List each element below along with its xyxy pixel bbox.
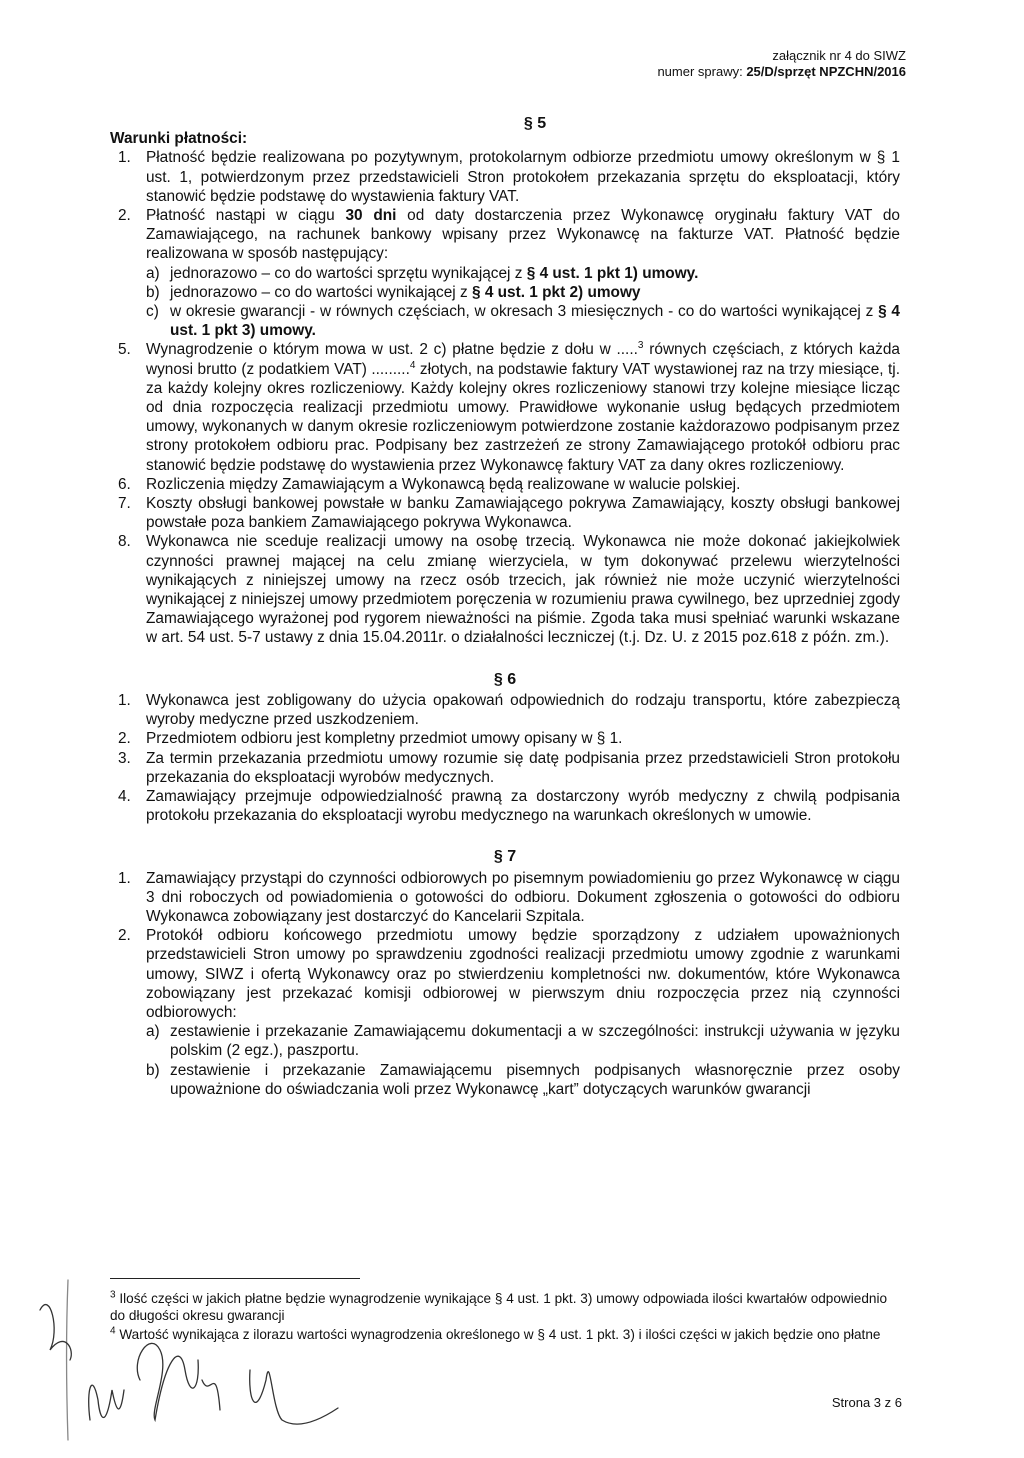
item-number: 7. [118,495,131,513]
item-text-bold: § 4 ust. 1 pkt 2) umowy [471,283,641,301]
s7-item-1 [110,869,900,927]
footnote-number: 4 [110,1325,116,1337]
handwritten-signatures [20,1270,340,1445]
s7-item-2 [110,926,900,1022]
s7-item-2b [146,1061,900,1099]
footnote-ref-4[interactable]: 4 [409,359,416,371]
item-text: Wykonawca jest zobligowany do użycia opakowań odpowiednich do rodzaju transportu, które zabezpieczą wyroby medyczne przed uszkodzeniem. [146,691,900,729]
item-letter: b) [146,283,160,301]
item-text: Wykonawca nie sceduje realizacji umowy na osobę trzecią. Wykonawca nie może dokonać jakiejkolwiek czynności prawnej mającej na celu zmianę wierzyciela, w tym dokonywać przelewu wierzytelności wynikających z niniejszej umowy na rzecz osób trzecich, jak również nie może uczynić wierzytelności wynikającej z niniejszej umowy przedmiotem poręczenia w rozumieniu prawa cywilnego, bez uprzedniej zgody Zamawiającego wyrażonej pod rygorem nieważności na piśmie. Zgoda taka musi spełniać warunki wskazane w art. 54 ust. 5-7 ustawy z dnia 15.04.2011r. o działalności leczniczej (t.j. Dz. U. z 2015 poz.618 z późn. zm.). [146,533,900,647]
item-text: złotych, na podstawie faktury VAT wystawionej raz na trzy miesiące, tj. za każdy kolejny okres rozliczeniowy. Każdy kolejny okres rozliczeniowy stanowi trzy kolejne miesiące licząc od dnia rozpoczęcia realizacji przedmiotu umowy. Prawidłowe wykonanie usług będących przedmiotem umowy, wykonanych w danym okresie rozliczeniowym potwierdzone zostanie każdorazowo podpisanym przez strony protokołem odbioru prac. Podpisany bez zastrzeżeń ze strony Zamawiającego protokół odbioru prac stanowić będzie podstawę do wystawienia przez Wykonawcę faktury VAT za dany okres rozliczeniowy. [146,360,900,474]
footnote-ref-3[interactable]: 3 [637,340,644,352]
page-number: Strona 3 z 6 [831,1395,902,1410]
item-text: zestawienie i przekazanie Zamawiającemu dokumentacji a w szczególności: instrukcji używania w języku polskim (2 egz.), paszportu. [170,1023,900,1060]
case-number [657,64,906,80]
item-text-bold: § 4 ust. 1 pkt 3) umowy. [170,303,900,340]
s5-item-7 [110,494,900,532]
item-text: zestawienie i przekazanie Zamawiającemu pisemnych podpisanych własnoręcznie przez osoby upoważnione do oświadczania woli przez Wykonawcę „kart” dotyczących warunków gwarancji [170,1061,900,1098]
signature-stroke [250,1370,338,1424]
item-number: 2. [118,207,131,225]
s5-item-2a [110,264,900,283]
document-header [657,48,906,80]
item-text: Przedmiotem odbioru jest kompletny przedmiot umowy opisany w § 1. [146,730,623,748]
document-body [110,115,900,1099]
item-text: Koszty obsługi bankowej powstałe w banku Zamawiającego pokrywa Zamawiający, koszty obsługi bankowej powstałe poza bankiem Zamawiającego pokrywa Wykonawca. [146,495,900,532]
section-5-title: § 5 [523,115,547,132]
item-number: 2. [118,927,131,945]
item-letter: c) [146,303,159,321]
item-text: Zamawiający przystąpi do czynności odbiorowych po pisemnym powiadomieniu go przez Wykonawcę w ciągu 3 dni roboczych od powiadomienia o gotowości do odbioru. Dokument zgłoszenia o gotowości do odbioru Wykonawca zobowiązany jest dostarczyć do Kancelarii Szpitala. [146,869,900,925]
s6-item-4 [110,787,900,825]
item-letter: a) [146,264,160,282]
item-text: Zamawiający przejmuje odpowiedzialność prawną za dostarczony wyrób medyczny z chwilą podpisania protokołu przekazania do eksploatacji wyrobu medycznego na warunkach określonych w umowie. [146,787,900,825]
s5-item-5 [110,340,900,474]
item-text: Płatność nastąpi w ciągu [146,207,346,225]
item-letter: b) [146,1061,160,1079]
item-text: Rozliczenia między Zamawiającym a Wykonawcą będą realizowane w walucie polskiej. [146,475,741,493]
item-text: Protokół odbioru końcowego przedmiotu umowy będzie sporządzony z udziałem upoważnionych przedstawicieli Stron umowy po sprawdzeniu zgodności realizacji przedmiotu umowy zgodnie z warunkami umowy, SIWZ i ofertą Wykonawcy oraz po stwierdzeniu kompletności nw. dokumentów, które Wykonawca zobowiązany jest przekazać komisji odbiorowej w pierwszym dniu rozpoczęcia przez nią czynności odbiorowych: [146,927,900,1021]
item-text: w okresie gwarancji - w równych częściach, w okresach 3 miesięcznych - co do wartości wynikającej z [170,303,879,321]
item-letter: a) [146,1023,160,1041]
item-text: Za termin przekazania przedmiotu umowy rozumie się datę podpisania przez przedstawicieli Stron protokołu przekazania do eksploatacji wyrobów medycznych. [146,749,900,786]
footnote-number: 3 [110,1289,116,1301]
signature-stroke [202,1380,220,1410]
item-text: Płatność będzie realizowana po pozytywnym, protokolarnym odbiorze przedmiotu umowy określonym w § 1 ust. 1, potwierdzonym przez przedstawicieli Stron protokołem przekazania sprzętu do eksploatacji, który stanowić będzie podstawę do wystawienia faktury VAT. [146,149,900,205]
item-text: Wynagrodzenie o którym mowa w ust. 2 c) płatne będzie z dołu w ..... [146,341,638,359]
s6-item-1 [110,691,900,729]
s5-item-2b [110,283,900,302]
item-number: 1. [118,691,131,709]
section-7-title: § 7 [493,848,517,866]
item-text: równych częściach, z których każda wynosi brutto (z podatkiem VAT) ......... [146,341,900,378]
s5-item-8 [110,532,900,647]
attachment-label: załącznik nr 4 do SIWZ [772,48,906,63]
s5-item-6 [110,475,900,494]
s5-item-2c [110,302,900,340]
s6-item-2 [110,729,900,748]
case-number-value: 25/D/sprzęt NPZCHN/2016 [746,64,906,79]
signature-stroke [67,1280,69,1440]
item-number: 5. [118,341,131,359]
item-text-bold: § 4 ust. 1 pkt 1) umowy. [526,264,699,282]
item-number: 1. [118,869,131,887]
s7-item-2a [146,1022,900,1060]
item-number: 2. [118,730,131,748]
item-number: 4. [118,787,131,805]
item-number: 6. [118,475,131,493]
s6-item-3 [110,749,900,787]
item-text: jednorazowo – co do wartości sprzętu wynikającej z [170,264,527,282]
payment-terms-heading: Warunki płatności: [110,130,248,148]
item-text: jednorazowo – co do wartości wynikającej z [170,283,472,301]
case-number-label: numer sprawy: [657,64,747,79]
signature-stroke [137,1343,198,1420]
footnote-text: Wartość wynikająca z ilorazu wartości wynagrodzenia określonego w § 4 ust. 1 pkt. 3) i ilości części w jakich będzie ono płatne [115,1327,881,1342]
s5-item-1 [110,148,900,206]
item-text: od daty dostarczenia przez Wykonawcę oryginału faktury VAT do Zamawiającego, na rachunek bankowy wpisany przez Wykonawcę na fakturze VAT. Płatność będzie realizowana w sposób następujący: [146,207,900,263]
item-number: 8. [118,533,131,551]
s5-item-2 [110,206,900,264]
footnote-text: Ilość części w jakich płatne będzie wynagrodzenie wynikające § 4 ust. 1 pkt. 3) umowy odpowiada ilości kwartałów odpowiednio do długości okresu gwarancji [110,1291,888,1323]
section-6-title: § 6 [493,670,517,688]
item-number: 3. [118,749,131,767]
item-number: 1. [118,149,131,167]
item-text-bold: 30 dni [345,207,397,225]
signature-stroke [89,1385,124,1420]
